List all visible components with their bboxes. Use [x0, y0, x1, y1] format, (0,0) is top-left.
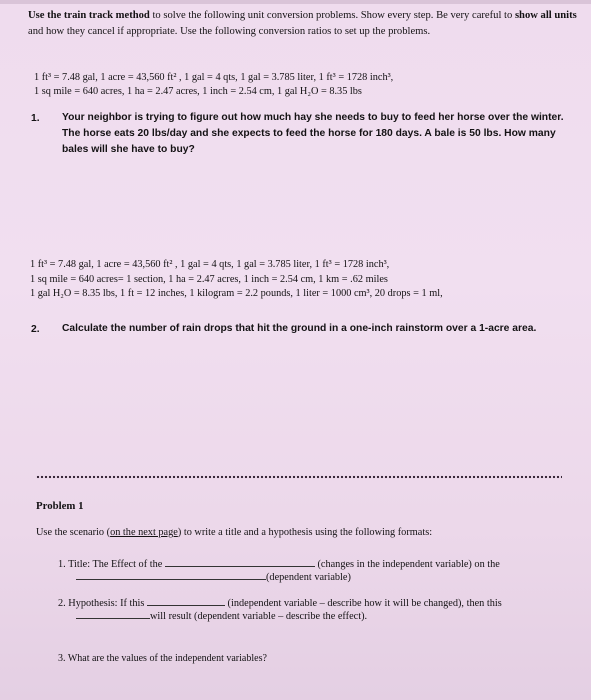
- hypothesis-blank-1[interactable]: [147, 596, 225, 606]
- dotted-separator: [36, 474, 562, 480]
- title-blank-2[interactable]: [76, 570, 266, 580]
- instructions-paragraph: [28, 8, 584, 39]
- conversion-ratios-2: [30, 258, 443, 302]
- question-1-number: 1.: [31, 113, 40, 124]
- hypothesis-format-item: [58, 596, 502, 609]
- intro-text-b: ) to write a title and a hypothesis using the following formats:: [177, 527, 433, 538]
- page-edge: [0, 0, 591, 4]
- problem-heading: Problem 1: [36, 500, 84, 512]
- conversion-line: 1 ft³ = 7.48 gal, 1 acre = 43,560 ft² , 1 gal = 4 qts, 1 gal = 3.785 liter, 1 ft³ = 1728 inch³,: [30, 259, 390, 270]
- instructions-text-2: and how they cancel if appropriate. Use the following conversion ratios to set up the problems.: [28, 25, 431, 37]
- title-label: 1. Title: The Effect of the: [58, 559, 163, 570]
- conversion-line: 1 ft³ = 7.48 gal, 1 acre = 43,560 ft² , 1 gal = 4 qts, 1 gal = 3.785 liter, 1 ft³ = 1728 inch³,: [34, 72, 394, 83]
- next-page-reference: on the next page: [110, 527, 178, 538]
- title-blank-1[interactable]: [165, 557, 315, 567]
- conversion-line: 1 gal H₂O = 8.35 lbs, 1 ft = 12 inches, 1 kilogram = 2.2 pounds, 1 liter = 1000 cm³, 20 drops = 1 ml,: [30, 288, 443, 299]
- question-2-text: Calculate the number of rain drops that hit the ground in a one-inch rainstorm over a 1-acre area.: [62, 323, 537, 334]
- hypothesis-format-item-line2: [76, 609, 367, 622]
- question-2-number: 2.: [31, 324, 40, 335]
- hypothesis-mid-text: (independent variable – describe how it will be changed), then this: [227, 598, 502, 609]
- instructions-bold-1: Use the train track method: [28, 10, 150, 21]
- question-1-text: Your neighbor is trying to figure out how much hay she needs to buy to feed her horse over the winter. The horse eats 20 lbs/day and she expects to feed the horse for 180 days. A bale is 50 lbs. How many bales will she have to buy?: [62, 112, 564, 155]
- conversion-ratios-1: [34, 71, 393, 99]
- conversion-line: 1 sq mile = 640 acres= 1 section, 1 ha = 2.47 acres, 1 inch = 2.54 cm, 1 km = .62 miles: [30, 273, 388, 285]
- title-format-item: [58, 557, 500, 570]
- title-end-text: (dependent variable): [266, 572, 351, 583]
- problem-intro: [36, 527, 432, 538]
- instructions-text-1: to solve the following unit conversion problems. Show every step. Be very careful to: [149, 10, 515, 21]
- question-3-text: 3. What are the values of the independent variables?: [58, 653, 267, 664]
- instructions-bold-2: show all units: [514, 10, 577, 21]
- conversion-line: 1 sq mile = 640 acres, 1 ha = 2.47 acres, 1 inch = 2.54 cm, 1 gal H₂O = 8.35 lbs: [34, 86, 362, 97]
- hypothesis-end-text: will result (dependent variable – describe the effect).: [150, 611, 368, 622]
- hypothesis-label: 2. Hypothesis: If this: [58, 598, 145, 609]
- intro-text-a: Use the scenario (: [36, 527, 111, 538]
- hypothesis-blank-2[interactable]: [76, 609, 150, 619]
- title-mid-text: (changes in the independent variable) on the: [317, 559, 500, 570]
- title-format-item-line2: [76, 570, 351, 583]
